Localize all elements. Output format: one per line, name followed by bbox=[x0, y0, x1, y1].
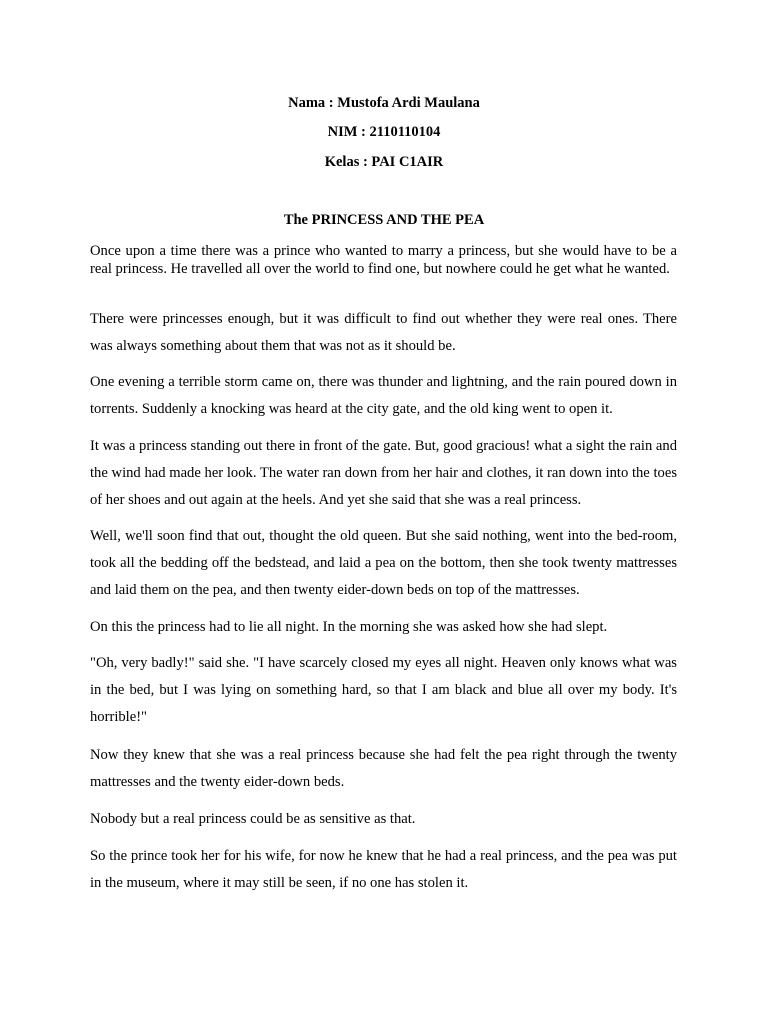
student-class: Kelas : PAI C1AIR bbox=[324, 154, 444, 170]
story-paragraph-8: Now they knew that she was a real princess because she had felt the pea right through the twenty mattresses and the twenty eider-down beds. bbox=[90, 747, 677, 790]
story-title: The PRINCESS AND THE PEA bbox=[283, 212, 485, 228]
story-paragraph-5: Well, we'll soon find that out, thought the old queen. But she said nothing, went into the bed-room, took all the bedding off the bedstead, and laid a pea on the bottom, then she took twenty mattresses and laid them on the pea, and then twenty eider-down beds on top of the mattresses. bbox=[90, 528, 677, 598]
story-paragraph-7: "Oh, very badly!" said she. "I have scarcely closed my eyes all night. Heaven only knows what was in the bed, but I was lying on something hard, so that I am black and blue all over my body. It's horrible!" bbox=[90, 655, 677, 725]
student-nim: NIM : 2110110104 bbox=[327, 124, 441, 140]
story-paragraph-1: Once upon a time there was a prince who wanted to marry a princess, but she would have to be a real princess. He travelled all over the world to find one, but nowhere could he get what he wanted. bbox=[90, 243, 677, 277]
student-name: Nama : Mustofa Ardi Maulana bbox=[288, 95, 480, 111]
story-paragraph-6: On this the princess had to lie all night. In the morning she was asked how she had slept. bbox=[90, 619, 608, 635]
story-paragraph-3: One evening a terrible storm came on, there was thunder and lightning, and the rain poured down in torrents. Suddenly a knocking was heard at the city gate, and the old king went to open it. bbox=[90, 374, 677, 417]
story-paragraph-2: There were princesses enough, but it was difficult to find out whether they were real ones. There was always something about them that was not as it should be. bbox=[90, 311, 677, 354]
story-paragraph-4: It was a princess standing out there in front of the gate. But, good gracious! what a sight the rain and the wind had made her look. The water ran down from her hair and clothes, it ran down into the toes of her shoes and out again at the heels. And yet she said that she was a real princess. bbox=[90, 438, 677, 508]
story-paragraph-9: Nobody but a real princess could be as sensitive as that. bbox=[90, 811, 416, 827]
story-paragraph-10: So the prince took her for his wife, for now he knew that he had a real princess, and the pea was put in the museum, where it may still be seen, if no one has stolen it. bbox=[90, 848, 677, 891]
